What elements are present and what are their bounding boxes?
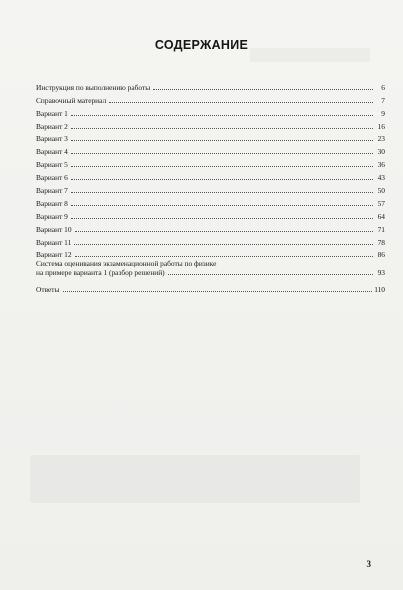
toc-entry-variant-7[interactable] [36, 182, 385, 195]
dot-leader [75, 256, 373, 257]
toc-entry-variant-1[interactable] [36, 105, 385, 118]
dot-leader [71, 179, 373, 180]
toc-entry-page: 43 [377, 173, 385, 183]
dot-leader [71, 153, 373, 154]
toc-entry-title-line2: на примере варианта 1 (разбор решений) [36, 268, 165, 278]
toc-entry-title: Справочный материал [36, 95, 107, 105]
dot-leader [71, 128, 373, 129]
toc-entry-variant-11[interactable] [36, 234, 385, 247]
toc-entry-variant-2[interactable] [36, 118, 385, 131]
toc-entry-page: 57 [377, 198, 385, 208]
toc-entry-reference[interactable] [36, 92, 385, 105]
toc-entry-title: Вариант 7 [36, 186, 68, 196]
page-number: 3 [366, 559, 371, 569]
toc-entry-grading-system[interactable] [36, 259, 385, 281]
toc-entry-variant-9[interactable] [36, 208, 385, 221]
toc-entry-title: Вариант 1 [36, 108, 68, 118]
toc-entry-title: Инструкция по выполнению работы [36, 82, 151, 92]
toc-entry-answers[interactable] [36, 281, 385, 294]
dot-leader [71, 192, 373, 193]
toc-entry-variant-5[interactable] [36, 156, 385, 169]
dot-leader [168, 274, 373, 275]
toc-entry-title: Вариант 10 [36, 224, 72, 234]
toc-entry-title: Вариант 9 [36, 211, 68, 221]
toc-entry-title: Вариант 2 [36, 121, 68, 131]
toc-entry-title: Вариант 12 [36, 250, 72, 260]
toc-entry-page: 16 [377, 121, 385, 131]
toc-entry-variant-4[interactable] [36, 143, 385, 156]
toc-entry-variant-10[interactable] [36, 221, 385, 234]
dot-leader [153, 89, 373, 90]
toc-entry-page: 36 [377, 160, 385, 170]
toc-entry-page: 71 [377, 224, 385, 234]
toc-entry-variant-8[interactable] [36, 195, 385, 208]
toc-entry-page: 64 [377, 211, 385, 221]
dot-leader [71, 218, 373, 219]
toc-entry-page: 50 [377, 186, 385, 196]
toc-entry-title: Вариант 3 [36, 134, 68, 144]
toc-entry-page: 6 [381, 82, 385, 92]
toc-entry-page: 93 [377, 268, 385, 278]
toc-entry-title: Вариант 5 [36, 160, 68, 170]
dot-leader [71, 205, 373, 206]
dot-leader [74, 244, 373, 245]
dot-leader [63, 291, 373, 292]
toc-entry-page: 9 [381, 108, 385, 118]
toc-entry-variant-6[interactable] [36, 169, 385, 182]
toc-entry-variant-12[interactable] [36, 247, 385, 260]
toc-entry-page: 78 [377, 237, 385, 247]
page-title: СОДЕРЖАНИЕ [154, 38, 249, 52]
toc-entry-instructions[interactable] [36, 79, 385, 92]
toc-entry-title: Ответы [36, 285, 60, 295]
toc-entry-title: Вариант 4 [36, 147, 68, 157]
toc-entry-page: 23 [377, 134, 385, 144]
toc-entry-page: 110 [374, 285, 385, 295]
toc-entry-title-line1: Система оценивания экзаменационной работы по физике [36, 259, 217, 269]
dot-leader [71, 115, 373, 116]
dot-leader [75, 231, 373, 232]
table-of-contents [36, 79, 385, 294]
bleed-through-middle [30, 455, 360, 503]
toc-entry-title: Вариант 8 [36, 198, 68, 208]
toc-entry-page: 30 [377, 147, 385, 157]
toc-entry-page: 86 [377, 250, 385, 260]
toc-entry-variant-3[interactable] [36, 131, 385, 144]
dot-leader [109, 102, 373, 103]
dot-leader [71, 166, 373, 167]
toc-entry-title: Вариант 6 [36, 173, 68, 183]
dot-leader [71, 140, 373, 141]
toc-entry-title: Вариант 11 [36, 237, 72, 247]
toc-entry-page: 7 [381, 95, 385, 105]
